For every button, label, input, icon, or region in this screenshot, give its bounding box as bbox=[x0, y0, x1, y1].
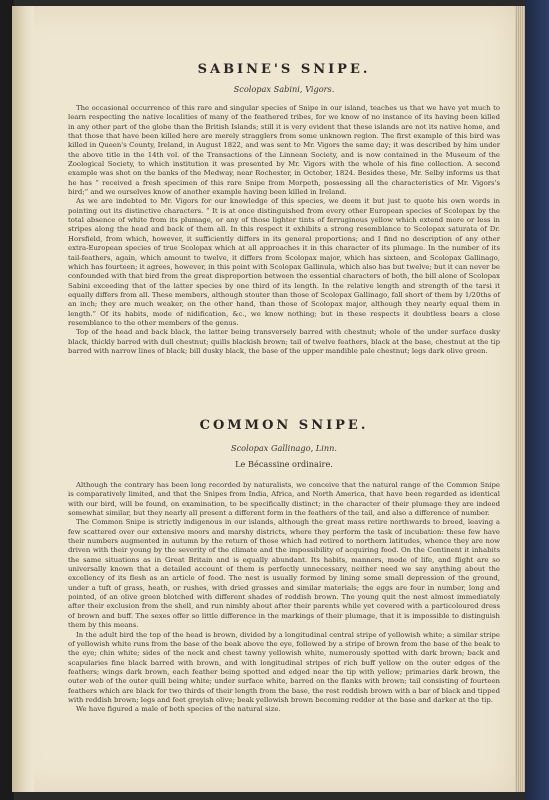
paragraph: Top of the head and back black, the latter being transversely barred with chestnut; whole of the under surface dusky black, thickly barred with dull chestnut; quills blackish brown; tail of twelve feathers, black at the base, chestnut at the tip barred with narrow lines of black; bill dusky black, the base of the upper mandible pale chestnut; legs dark olive green. bbox=[68, 328, 500, 355]
section-sabines-snipe bbox=[68, 62, 500, 356]
paragraph: We have figured a male of both species of the natural size. bbox=[76, 705, 281, 714]
section-title: COMMON SNIPE. bbox=[199, 418, 369, 433]
paragraph: The Common Snipe is strictly indigenous in our islands, although the great mass retire northwards to breed, leaving a few scattered over our extensive moors and marshy districts, where they perform the task of incubation: these few have their numbers augmented in autumn by the return of those which had retired to northern latitudes, whence they are now driven with their young by the severity of the climate and the impossibility of acquiring food. On the Continent it inhabits the same situations as in Great Britain and is equally abundant. Its habits, manners, mode of life, and flight are so universally known that a detailed account of them is perfectly unnecessary, neither need we say anything about the excellency of its flesh as an article of food. The nest is usually formed by lining some small depression of the ground, under a tuft of grass, heath, or rushes, with dried grasses and similar materials; the eggs are four in number, long and pointed, of an olive green blotched with different shades of reddish brown. The young quit the nest almost immediately after their exclusion from the shell, and run nimbly about after their parents while yet covered with a particoloured dress of brown and buff. The sexes offer so little difference in the markings of their plumage, that it is impossible to distinguish them by this means. bbox=[68, 518, 500, 630]
book-page bbox=[12, 6, 515, 792]
paragraph: Although the contrary has been long recorded by naturalists, we conceive that the natural range of the Common Snipe is comparatively limited, and that the Snipes from India, Africa, and North America, that have been regarded as identical with our bird, will be found, on examination, to be specifically distinct; in the character of their plumage they are indeed somewhat similar, but they nearly all present a different form in the feathers of the tail, and also a difference of number. bbox=[68, 481, 500, 518]
binomial-name: Scolopax Gallinago, Linn. bbox=[230, 443, 338, 453]
section-title: SABINE'S SNIPE. bbox=[197, 62, 371, 77]
section-body bbox=[68, 481, 500, 715]
paragraph: The occasional occurrence of this rare and singular species of Snipe in our island, teaches us that we have yet much to learn respecting the native localities of many of the feathered tribes, for we know of no instance of its having been killed in any other part of the globe than the British Islands; still it is very evident that these islands are not its native home, and that those that have been killed here are merely stragglers from some unknown region. The first example of this bird was killed in Queen's County, Ireland, in August 1822, and was sent to Mr. Vigors the same day; it was described by him under the above title in the 14th vol. of the Transactions of the Linnean Society, and is now contained in the Museum of the Zoological Society, to which institution it was presented by Mr. Vigors with the whole of his fine collection. A second example was shot on the banks of the Medway, near Rochester, in October, 1824. Besides these, Mr. Selby informs us that he has “ received a fresh specimen of this rare Snipe from Morpeth, possessing all the characteristics of Mr. Vigors's bird;” and we ourselves know of another example having been killed in Ireland. bbox=[68, 104, 500, 197]
paragraph: As we are indebted to Mr. Vigors for our knowledge of this species, we deem it but just to quote his own words in pointing out its distinctive characters. “ It is at once distinguished from every other European species of Scolopax by the total absence of white from its plumage, or any of those lighter tints of ferruginous yellow which extend more or less in stripes along the head and back of them all. In this respect it exhibits a strong resemblance to Scolopax saturata of Dr. Horsfield, from which, however, it sufficiently differs in its general proportions; and I find no description of any other extra-European species of true Scolopax which at all approaches it in this character of its plumage. In the number of its tail-feathers, again, which amount to twelve, it differs from Scolopax major, which has sixteen, and Scolopax Gallinago, which has fourteen; it agrees, however, in this point with Scolopax Gallinula, which also has but twelve; but it can never be confounded with that bird from the great disproportion between the essential characters of both, the bill alone of Scolopax Sabini exceeding that of the latter species by one third of its length. In the relative length and strength of the tarsi it equally differs from all. These members, although stouter than those of Scolopax Gallinago, fall short of them by 1/20ths of an inch; they are much weaker, on the other hand, than those of Scolopax major, although they nearly equal them in length.” Of its habits, mode of nidification, &c., we know nothing; but in these respects it doubtless bears a close resemblance to the other members of the genus. bbox=[68, 197, 500, 327]
page-stack-edge bbox=[515, 6, 525, 792]
page-gutter bbox=[12, 6, 34, 792]
paragraph: In the adult bird the top of the head is brown, divided by a longitudinal central stripe of yellowish white; a similar stripe of yellowish white runs from the base of the beak above the eye, followed by a stripe of brown from the base of the beak to the eye; chin white; sides of the neck and chest tawny yellowish white, numerously spotted with dark brown; back and scapularies fine black barred with brown, and with longitudinal stripes of rich buff yellow on the outer edges of the feathers; wings dark brown, each feather being spotted and edged near the tip with yellow; primaries dark brown, the outer web of the outer quill being white; under surface white, barred on the flanks with brown; tail consisting of fourteen feathers which are black for two thirds of their length from the base, the rest reddish brown with a bar of black and tipped with reddish brown; legs and feet greyish olive; beak yellowish brown becoming redder at the base and darker at the tip. bbox=[68, 630, 500, 704]
section-body bbox=[68, 104, 500, 356]
french-name: Le Bécassine ordinaire. bbox=[235, 459, 333, 469]
book-cover-edge bbox=[525, 0, 549, 800]
binomial-name: Scolopax Sabini, Vigors. bbox=[233, 84, 335, 94]
section-common-snipe bbox=[68, 418, 500, 715]
